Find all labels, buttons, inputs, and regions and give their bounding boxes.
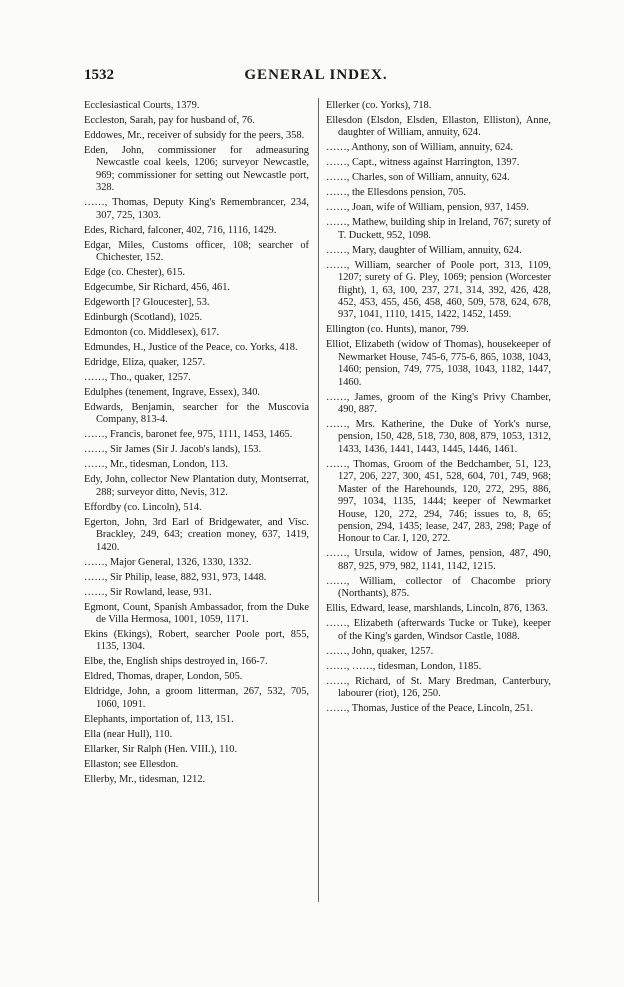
index-entry: ……, Thomas, Justice of the Peace, Lincoln, 251. [326,702,534,714]
column-divider [318,98,319,902]
index-entry: ……, ……, tidesman, London, 1185. [326,660,482,672]
index-entry: Elephants, importation of, 113, 151. [84,713,234,725]
index-entry: Ellerby, Mr., tidesman, 1212. [84,773,206,785]
index-entry: ……, John, quaker, 1257. [326,645,434,657]
index-entry: ……, Anthony, son of William, annuity, 624. [326,142,514,154]
index-entry: Ellesdon (Elsdon, Elsden, Ellaston, Elliston), Anne, daughter of William, annuity, 624. [326,115,551,139]
index-entry: Elliot, Elizabeth (widow of Thomas), housekeeper of Newmarket House, 745-6, 775-6, 865, 1038, 1043, 1460; pension, 749, 775, 1038, 1043, 1182, 1447, 1460. [326,339,551,388]
index-entry: ……, Major General, 1326, 1330, 1332. [84,556,252,568]
index-entry: ……, the Ellesdons pension, 705. [326,187,466,199]
index-entry: Ellis, Edward, lease, marshlands, Lincoln, 876, 1363. [326,603,548,615]
index-entry: ……, Elizabeth (afterwards Tucke or Tuke), keeper of the King's garden, Windsor Castle, 1088. [326,618,551,642]
index-entry: ……, Mary, daughter of William, annuity, 624. [326,244,522,256]
index-entry: Eden, John, commissioner for admeasuring Newcastle coal keels, 1206; surveyor Newcastle, 969; commissioner for setting out Newcastle port, 328. [84,145,309,194]
page-title: GENERAL INDEX. [244,67,388,83]
index-entry: ……, Sir Philip, lease, 882, 931, 973, 1448. [84,571,267,583]
index-entry: ……, Thomas, Groom of the Bedchamber, 51, 123, 127, 206, 227, 300, 451, 528, 604, 701, 749, 968; Master of the Harehounds, 120, 272, 295, 886, 997, 1034, 1135, 1444; keeper of Newmarket House, 120, 272, 294, 746; issues to, 8, 65; pension, 294, 1435; lease, 247, 283, 298; Page of Honour to Car. I, 120, 272. [326,458,551,545]
index-entry: ……, William, collector of Chacombe priory (Northants), 875. [326,575,551,600]
index-entry: Edulphes (tenement, Ingrave, Essex), 340. [84,387,261,399]
index-entry: Edge (co. Chester), 615. [84,267,185,279]
index-entry: Edmundes, H., Justice of the Peace, co. Yorks, 418. [84,342,298,354]
index-entry: Eldred, Thomas, draper, London, 505. [84,671,243,683]
index-entry: ……, James, groom of the King's Privy Chamber, 490, 887. [326,391,551,416]
index-entry: Ella (near Hull), 110. [84,728,173,740]
index-entry: Eccleston, Sarah, pay for husband of, 76. [84,115,255,126]
index-entry: ……, Charles, son of William, annuity, 624. [326,172,510,184]
index-entry: Ecclesiastical Courts, 1379. [84,100,200,111]
index-entry: Ellarker, Sir Ralph (Hen. VIII.), 110. [84,743,238,755]
index-entry: Edmonton (co. Middlesex), 617. [84,327,220,339]
index-entry: Effordby (co. Lincoln), 514. [84,501,202,513]
index-entry: Edes, Richard, falconer, 402, 716, 1116, 1429. [84,224,277,236]
index-entry: Ekins (Ekings), Robert, searcher Poole port, 855, 1135, 1304. [84,629,309,653]
page-number: 1532 [84,67,114,83]
page-header [84,67,548,89]
right-index-column [326,100,551,718]
index-entry: ……, Mrs. Katherine, the Duke of York's nurse, pension, 150, 428, 518, 730, 808, 879, 1053, 1312, 1433, 1436, 1441, 1443, 1445, 1446, 1461. [326,419,551,455]
index-entry: Edridge, Eliza, quaker, 1257. [84,357,206,369]
index-entry: ……, Sir James (Sir J. Jacob's lands), 153. [84,444,262,456]
index-entry: Edgar, Miles, Customs officer, 108; searcher of Chichester, 152. [84,239,309,264]
index-entry: Edinburgh (Scotland), 1025. [84,312,203,324]
index-entry: ……, Richard, of St. Mary Bredman, Canterbury, labourer (riot), 126, 250. [326,675,551,699]
index-entry: Egerton, John, 3rd Earl of Bridgewater, and Visc. Brackley, 249, 643; creation money, 637, 1419, 1420. [84,516,309,553]
index-entry: ……, Mr., tidesman, London, 113. [84,459,228,471]
index-entry: ……, Joan, wife of William, pension, 937, 1459. [326,202,529,214]
index-entry: Ellaston; see Ellesdon. [84,758,179,770]
index-entry: ……, Francis, baronet fee, 975, 1111, 1453, 1465. [84,429,293,441]
index-entry: ……, Sir Rowland, lease, 931. [84,586,212,598]
index-entry: ……, William, searcher of Poole port, 313, 1109, 1207; surety of G. Pley, 1069; pension (Worcester flight), 1, 63, 100, 237, 271, 314, 392, 426, 428, 452, 453, 455, 456, 458, 460, 509, 578, 624, 678, 937, 1041, 1110, 1415, 1422, 1452, 1459. [326,259,551,321]
index-entry: ……, Ursula, widow of James, pension, 487, 490, 887, 925, 979, 982, 1141, 1142, 1215. [326,548,551,572]
index-entry: ……, Mathew, building ship in Ireland, 767; surety of T. Duckett, 952, 1098. [326,217,551,241]
index-entry: Elbe, the, English ships destroyed in, 166-7. [84,656,268,668]
index-entry: Eldridge, John, a groom litterman, 267, 532, 705, 1060, 1091. [84,686,309,710]
index-entry: Edwards, Benjamin, searcher for the Muscovia Company, 813-4. [84,402,309,426]
index-entry: Ellerker (co. Yorks), 718. [326,100,432,111]
index-entry: ……, Tho., quaker, 1257. [84,372,191,384]
index-entry: Edy, John, collector New Plantation duty, Montserrat, 288; surveyor ditto, Nevis, 312. [84,474,309,498]
left-index-column [84,100,309,789]
index-entry: Edgecumbe, Sir Richard, 456, 461. [84,282,231,294]
index-entry: Egmont, Count, Spanish Ambassador, from the Duke de Villa Hermosa, 1001, 1059, 1171. [84,601,309,626]
index-entry: ……, Thomas, Deputy King's Remembrancer, 234, 307, 725, 1303. [84,197,309,221]
index-entry: Edgeworth [? Gloucester], 53. [84,297,210,309]
index-entry: ……, Capt., witness against Harrington, 1397. [326,157,520,169]
index-entry: Eddowes, Mr., receiver of subsidy for the peers, 358. [84,130,305,141]
index-entry: Ellington (co. Hunts), manor, 799. [326,324,469,336]
